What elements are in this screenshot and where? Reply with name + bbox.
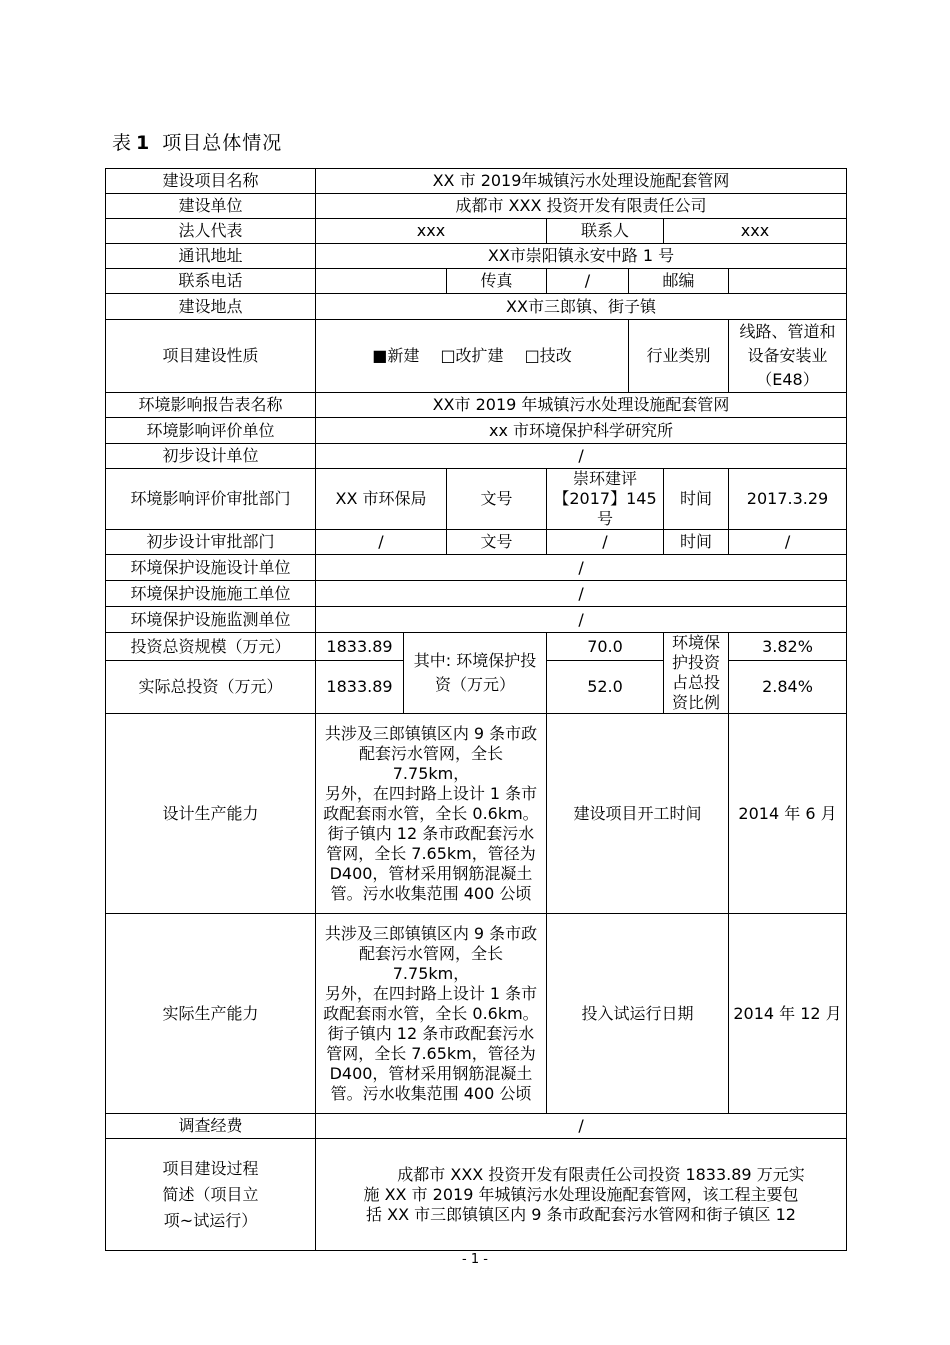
label-fax: 传真 [447,269,547,294]
row-project-name [106,169,847,194]
actual-capacity-line: 管。污水收集范围 400 公顷 [330,1083,532,1103]
table-title [112,128,282,155]
label-nature: 项目建设性质 [106,320,316,393]
row-nature [106,320,847,393]
label-prelim-time: 时间 [664,530,729,555]
table-title-text: 项目总体情况 [162,132,283,154]
value-survey-cost: / [316,1114,847,1139]
value-investment-actual: 1833.89 [316,661,404,714]
design-capacity-line: 另外，在四封路上设计 1 条市 [324,783,538,803]
row-design-capacity [106,714,847,914]
value-prelim-time: / [729,530,847,555]
label-actual-capacity: 实际生产能力 [106,914,316,1114]
label-env-monitor: 环境保护设施监测单位 [106,607,316,633]
value-eia-unit: xx 市环境保护科学研究所 [316,418,847,444]
page-number: - 1 - [462,1252,488,1267]
label-prelim-design: 初步设计单位 [106,444,316,469]
value-builder: 成都市 XXX 投资开发有限责任公司 [316,194,847,219]
label-contact: 联系人 [547,219,664,244]
label-prelim-doc: 文号 [447,530,547,555]
table-title-label: 表 [112,132,133,154]
label-env-build: 环境保护设施施工单位 [106,581,316,607]
value-project-name: XX 市 2019年城镇污水处理设施配套管网 [316,169,847,194]
label-eia-approval: 环境影响评价审批部门 [106,469,316,530]
design-capacity-line: 管网，全长 7.65km，管径为 [326,843,536,863]
label-process-line: 项目建设过程 [162,1158,259,1178]
row-eia-report [106,393,847,418]
design-capacity-line: 配套污水管网，全长 7.75km， [358,743,503,783]
value-env-monitor: / [316,607,847,633]
process-line: 括 XX 市三郎镇镇区内 9 条市政配套污水管网和街子镇区 12 [366,1204,796,1224]
label-env-design: 环境保护设施设计单位 [106,555,316,581]
value-start-time: 2014 年 6 月 [729,714,847,914]
label-address: 通讯地址 [106,244,316,269]
row-builder [106,194,847,219]
actual-capacity-line: 管网，全长 7.65km，管径为 [326,1043,536,1063]
label-start-time: 建设项目开工时间 [547,714,729,914]
actual-capacity-line: D400，管材采用钢筋混凝土 [329,1063,533,1083]
value-prelim-doc: / [547,530,664,555]
label-trial-date: 投入试运行日期 [547,914,729,1114]
label-process-line: 项~试运行） [163,1210,258,1230]
label-prelim-approval: 初步设计审批部门 [106,530,316,555]
value-investment-total: 1833.89 [316,633,404,661]
option-new: ■新建 [372,346,420,365]
value-fax: / [547,269,629,294]
label-env-investment: 其中: 环境保护投资（万元） [404,633,547,714]
design-capacity-line: 街子镇内 12 条市政配套污水 [327,823,535,843]
label-env-ratio: 环境保护投资占总投资比例 [664,633,729,714]
design-capacity-line: 共涉及三郎镇镇区内 9 条市政 [324,723,538,743]
value-contact: xxx [664,219,847,244]
label-builder: 建设单位 [106,194,316,219]
value-env-ratio: 3.82% [729,633,847,661]
process-line: 施 XX 市 2019 年城镇污水处理设施配套管网，该工程主要包 [363,1184,799,1204]
project-overview-table [105,168,847,1251]
design-capacity-line: 政配套雨水管，全长 0.6km。 [323,803,539,823]
label-investment-actual: 实际总投资（万元） [106,661,316,714]
actual-capacity-line: 配套污水管网，全长 7.75km， [358,943,503,983]
value-actual-capacity [316,914,547,1114]
label-phone: 联系电话 [106,269,316,294]
label-zip: 邮编 [629,269,729,294]
value-env-design: / [316,555,847,581]
row-prelim-design [106,444,847,469]
label-process [106,1139,316,1251]
value-site: XX市三郎镇、街子镇 [316,294,847,320]
row-process [106,1139,847,1251]
actual-capacity-line: 共涉及三郎镇镇区内 9 条市政 [324,923,538,943]
value-env-build: / [316,581,847,607]
row-eia-unit [106,418,847,444]
row-actual-capacity [106,914,847,1114]
value-prelim-approval: / [316,530,447,555]
value-design-capacity [316,714,547,914]
row-legal [106,219,847,244]
label-eia-time: 时间 [664,469,729,530]
row-eia-approval [106,469,847,530]
label-industry: 行业类别 [629,320,729,393]
row-survey-cost [106,1114,847,1139]
label-site: 建设地点 [106,294,316,320]
row-site [106,294,847,320]
value-phone [316,269,447,294]
label-eia-doc: 文号 [447,469,547,530]
design-capacity-line: D400，管材采用钢筋混凝土 [329,863,533,883]
actual-capacity-line: 政配套雨水管，全长 0.6km。 [323,1003,539,1023]
row-investment-total [106,633,847,661]
eia-doc-line2: 【2017】145 号 [553,489,657,528]
value-env-investment-actual: 52.0 [547,661,664,714]
value-eia-doc [547,469,664,530]
table-title-number: 1 [136,132,151,154]
label-investment-total: 投资总资规模（万元） [106,633,316,661]
label-eia-unit: 环境影响评价单位 [106,418,316,444]
row-env-monitor [106,607,847,633]
actual-capacity-line: 街子镇内 12 条市政配套污水 [327,1023,535,1043]
option-expand: □改扩建 [440,346,504,365]
row-address [106,244,847,269]
actual-capacity-line: 另外，在四封路上设计 1 条市 [324,983,538,1003]
label-eia-report: 环境影响报告表名称 [106,393,316,418]
value-nature-options [316,320,629,393]
value-prelim-design: / [316,444,847,469]
label-project-name: 建设项目名称 [106,169,316,194]
row-prelim-approval [106,530,847,555]
value-eia-report: XX市 2019 年城镇污水处理设施配套管网 [316,393,847,418]
row-phone [106,269,847,294]
value-process [316,1139,847,1251]
value-trial-date: 2014 年 12 月 [729,914,847,1114]
label-legal: 法人代表 [106,219,316,244]
process-line-text: 成都市 XXX 投资开发有限责任公司投资 1833.89 万元实 [397,1164,805,1184]
label-design-capacity: 设计生产能力 [106,714,316,914]
value-env-investment: 70.0 [547,633,664,661]
label-process-line: 简述（项目立 [162,1184,259,1204]
value-eia-approval: XX 市环保局 [316,469,447,530]
value-eia-time: 2017.3.29 [729,469,847,530]
value-industry: 线路、管道和设备安装业（E48） [729,320,847,393]
value-zip [729,269,847,294]
row-env-design [106,555,847,581]
process-line [320,1165,842,1185]
design-capacity-line: 管。污水收集范围 400 公顷 [330,883,532,903]
row-env-build [106,581,847,607]
value-address: XX市崇阳镇永安中路 1 号 [316,244,847,269]
value-env-ratio-actual: 2.84% [729,661,847,714]
option-tech: □技改 [524,346,572,365]
eia-doc-line1: 崇环建评 [572,469,637,488]
label-survey-cost: 调查经费 [106,1114,316,1139]
value-legal: xxx [316,219,547,244]
